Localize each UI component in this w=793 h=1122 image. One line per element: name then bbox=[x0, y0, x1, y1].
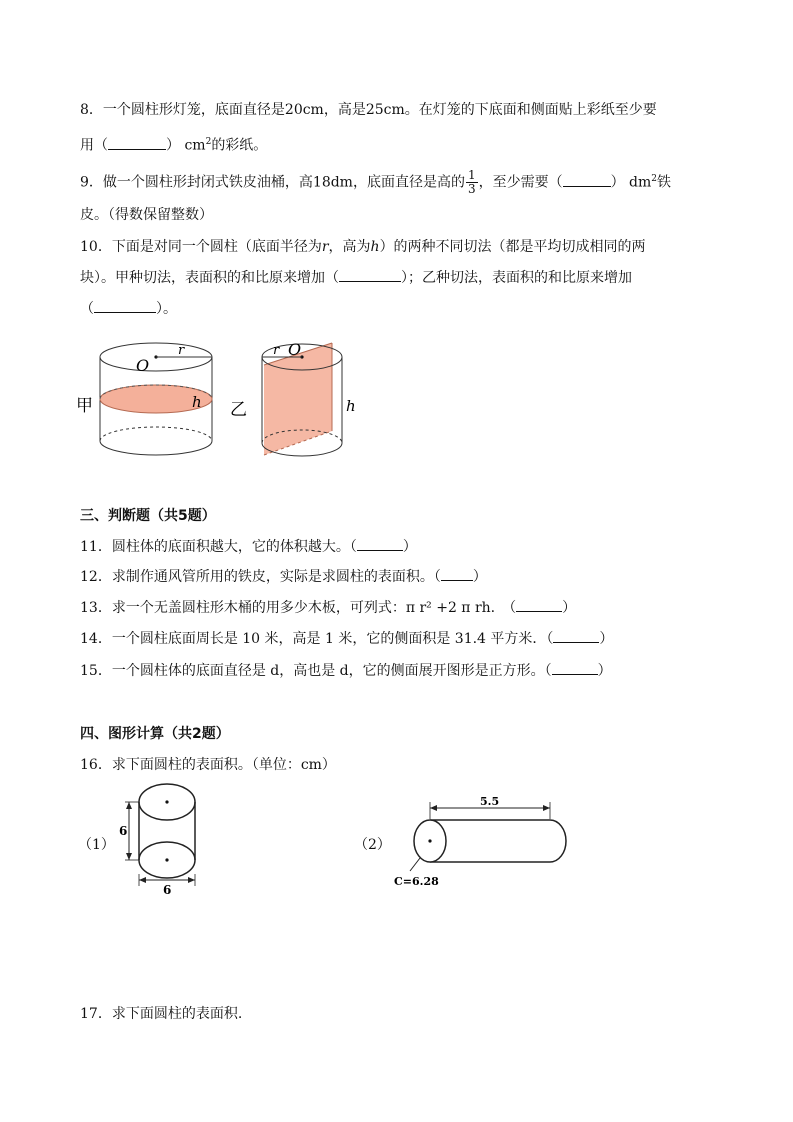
q8-line2: 用（ ） $cm^2$的彩纸。 bbox=[80, 137, 268, 154]
jia-radius-label: r bbox=[178, 343, 185, 358]
q9-answer-blank[interactable] bbox=[563, 174, 611, 187]
fig2-circumference-label: C=6.28 bbox=[394, 875, 439, 888]
cylinder-figure-2 bbox=[390, 795, 580, 890]
fig1-width-label: 6 bbox=[163, 883, 172, 897]
cylinder-cut-figures bbox=[70, 335, 370, 465]
jia-center-label: O bbox=[136, 356, 150, 375]
cylinder-figure-1 bbox=[115, 778, 215, 898]
q11: 11．圆柱体的底面积越大，它的体积越大。（ ） bbox=[80, 539, 417, 555]
jia-height-label: h bbox=[192, 393, 202, 411]
q9-line1: 9．做一个圆柱形封闭式铁皮油桶，高18dm，底面直径是高的 $\frac{1}{3}$ ，至少需要（ ） $dm^2$铁 bbox=[80, 168, 672, 197]
q8-answer-blank[interactable] bbox=[108, 137, 166, 150]
q10-line1: 10．下面是对同一个圆柱（底面半径为r，高为h）的两种不同切法（都是平均切成相同的两 bbox=[80, 239, 646, 255]
q11-answer-blank[interactable] bbox=[357, 538, 403, 551]
q15-answer-blank[interactable] bbox=[552, 662, 598, 675]
q14-answer-blank[interactable] bbox=[553, 630, 599, 643]
q13-answer-blank[interactable] bbox=[516, 599, 562, 612]
fig1-label: （1） bbox=[78, 837, 115, 853]
q9-line2: 皮。（得数保留整数） bbox=[80, 207, 213, 223]
yi-center-label: O bbox=[288, 340, 302, 359]
yi-radius-label: r bbox=[273, 343, 280, 358]
q15: 15．一个圆柱体的底面直径是 d，高也是 d，它的侧面展开图形是正方形。（ ） bbox=[80, 663, 612, 679]
q12: 12．求制作通风管所用的铁皮，实际是求圆柱的表面积。（ ） bbox=[80, 569, 487, 585]
q13: 13．求一个无盖圆柱形木桶的用多少木板，可列式：π r² +2 π rh. （ ） bbox=[80, 600, 577, 616]
q12-answer-blank[interactable] bbox=[441, 568, 473, 581]
jia-label: 甲 bbox=[76, 396, 93, 416]
section4-title: 四、图形计算（共2题） bbox=[80, 726, 230, 742]
section3-title: 三、判断题（共5题） bbox=[80, 508, 216, 524]
q10-jia-blank[interactable] bbox=[339, 269, 401, 282]
q10-line2: 块）。甲种切法，表面积的和比原来增加（ ）；乙种切法，表面积的和比原来增加 bbox=[80, 270, 632, 286]
yi-label: 乙 bbox=[230, 400, 247, 420]
q14: 14．一个圆柱底面周长是 10 米，高是 1 米，它的侧面积是 31.4 平方米．（ ） bbox=[80, 631, 614, 647]
one-third-fraction: $\frac{1}{3}$ bbox=[467, 168, 476, 197]
q10-line3: （ ）。 bbox=[80, 301, 177, 317]
fig2-label: （2） bbox=[354, 837, 391, 853]
fig1-height-label: 6 bbox=[119, 824, 128, 838]
q17: 17．求下面圆柱的表面积. bbox=[80, 1006, 243, 1022]
cylinder-yi bbox=[262, 343, 342, 456]
q10-yi-blank[interactable] bbox=[94, 300, 156, 313]
fig2-length-label: 5.5 bbox=[480, 795, 500, 808]
yi-height-label: h bbox=[346, 397, 356, 415]
q8-line1: 8．一个圆柱形灯笼，底面直径是20cm，高是25cm。在灯笼的下底面和侧面贴上彩纸至少要 bbox=[80, 102, 657, 118]
q16: 16．求下面圆柱的表面积。（单位：cm） bbox=[80, 757, 336, 773]
